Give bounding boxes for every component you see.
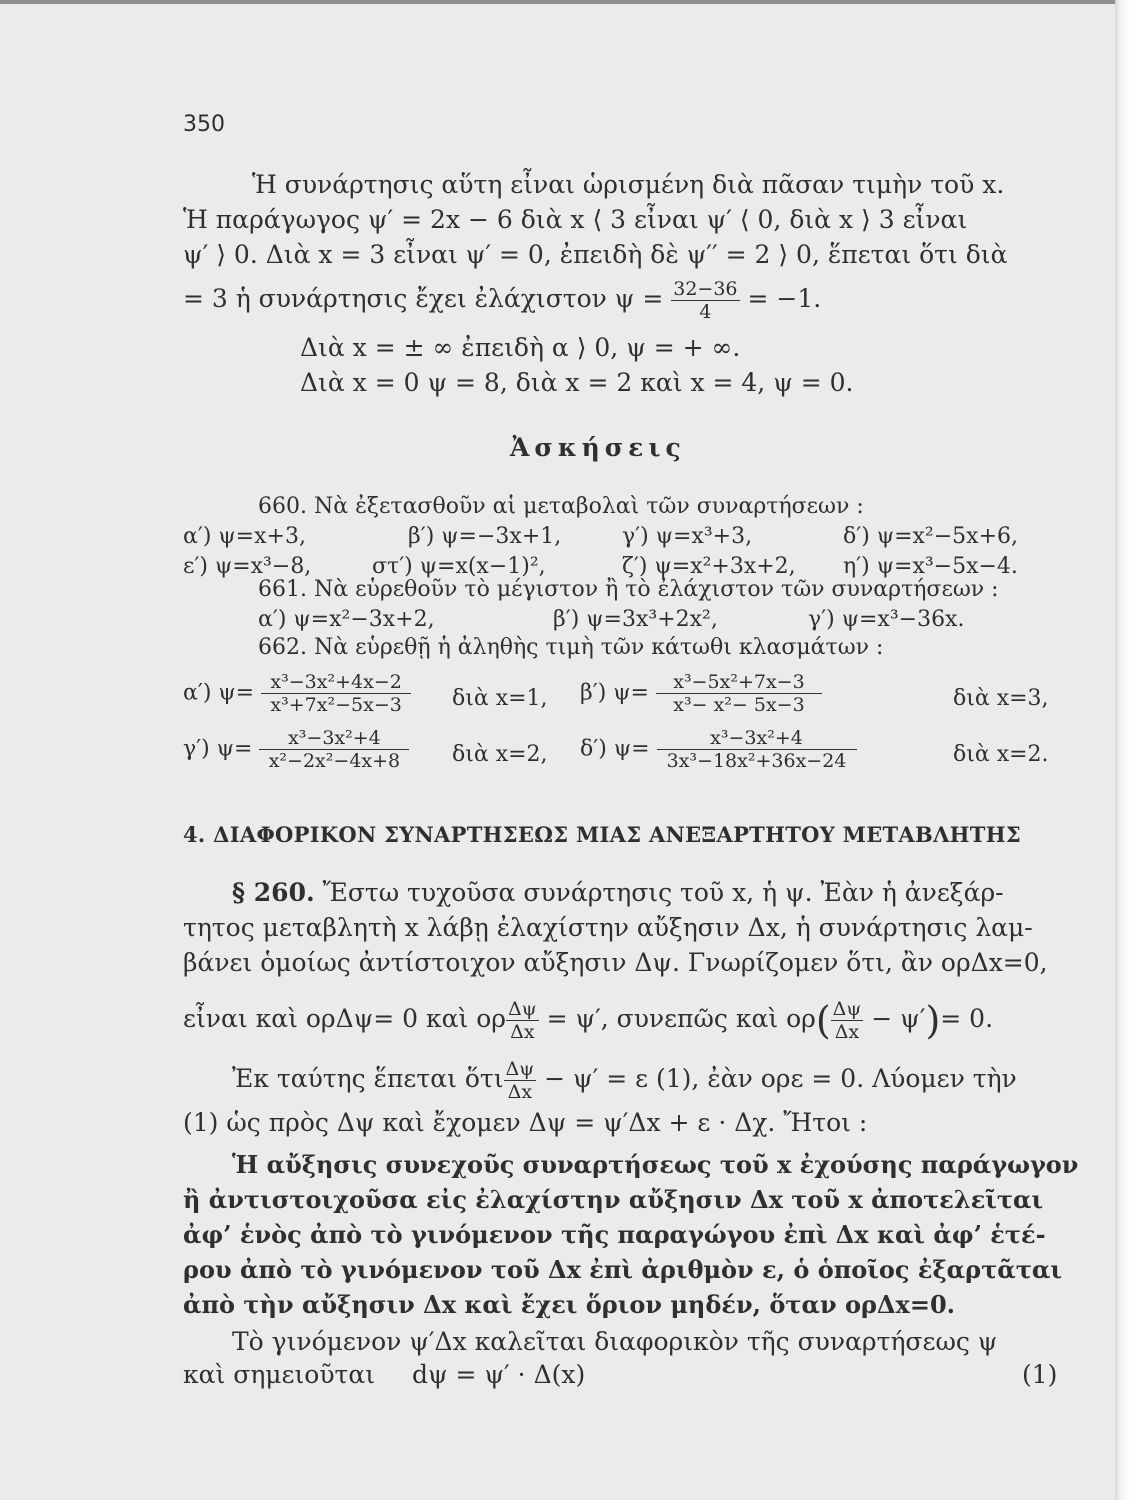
exercise-662-b-den: x³− x²− 5x−3 xyxy=(673,694,805,716)
closing-line-2-text: καὶ σημειοῦται xyxy=(183,1360,376,1389)
intro-line-5: Διὰ x = ± ∞ ἐπειδὴ α ⟩ 0, ψ = + ∞. xyxy=(300,333,741,362)
exercise-662-b-label: β′) ψ= xyxy=(580,680,649,706)
derivative-fraction-2-num: Δψ xyxy=(832,998,862,1020)
exercise-662-b-num: x³−5x²+7x−3 xyxy=(656,671,822,694)
exercise-660-f: στ′) ψ=x(x−1)², xyxy=(372,554,546,579)
derivative-fraction-1-num: Δψ xyxy=(508,998,537,1020)
exercise-662-a-at: διὰ x=1, xyxy=(452,686,548,711)
exercise-662-b-at: διὰ x=3, xyxy=(953,686,1049,711)
paragraph-260-line-3: βάνει ὁμοίως ἀντίστοιχον αὔξησιν Δψ. Γνωρίζομεν ὅτι, ἂν ορΔx=0, xyxy=(183,948,1048,977)
derivative-fraction-2 xyxy=(831,998,864,1043)
paragraph-260-line-4-b: = ψ′, συνεπῶς καὶ ορ xyxy=(546,1004,816,1033)
page-right-edge xyxy=(1115,0,1129,1500)
exercise-662-c-label: γ′) ψ= xyxy=(183,736,253,762)
exercise-660-a: α′) ψ=x+3, xyxy=(183,524,306,549)
exercise-661-b: β′) ψ=3x³+2x², xyxy=(553,607,718,632)
theorem-line-2: ἢ ἀντιστοιχοῦσα εἰς ἐλαχίστην αὔξησιν Δx τοῦ x ἀποτελεῖται xyxy=(183,1185,1044,1214)
exercise-662-a xyxy=(183,671,411,716)
intro-line-4-result: = −1. xyxy=(747,284,822,313)
paragraph-260-line-5 xyxy=(232,1058,1017,1103)
exercise-662-b-fraction xyxy=(656,671,822,716)
exercise-662-d-num: x³−3x²+4 xyxy=(657,727,857,750)
exercise-662-c-at: διὰ x=2, xyxy=(452,742,548,767)
intro-line-2: Ἡ παράγωγος ψ′ = 2x − 6 διὰ x ⟨ 3 εἶναι ψ′ ⟨ 0, διὰ x ⟩ 3 εἶναι xyxy=(183,205,968,234)
paragraph-260-line-2: τητος μεταβλητὴ x λάβῃ ἐλαχίστην αὔξησιν Δx, ἡ συνάρτησις λαμ- xyxy=(183,913,1033,942)
intro-line-3: ψ′ ⟩ 0. Διὰ x = 3 εἶναι ψ′ = 0, ἐπειδὴ δὲ ψ′′ = 2 ⟩ 0, ἕπεται ὅτι διὰ xyxy=(183,240,1008,269)
derivative-fraction-2-den: Δx xyxy=(834,1021,860,1043)
paragraph-260-line-4-a: εἶναι καὶ ορΔψ= 0 καὶ ορ xyxy=(183,1004,506,1033)
derivative-fraction-1 xyxy=(506,998,539,1043)
exercise-660-d: δ′) ψ=x²−5x+6, xyxy=(843,524,1018,549)
left-paren: ( xyxy=(815,998,831,1043)
exercise-662-d-den: 3x³−18x²+36x−24 xyxy=(666,750,847,772)
paragraph-260-line-5-b: − ψ′ = ε (1), ἐὰν ορε = 0. Λύομεν τὴν xyxy=(544,1064,1017,1093)
exercise-662-d-fraction xyxy=(657,727,857,772)
theorem-line-5: ἀπὸ τὴν αὔξησιν Δx καὶ ἔχει ὅριον μηδέν, ὅταν ορΔx=0. xyxy=(183,1290,956,1319)
exercise-661-a: α′) ψ=x²−3x+2, xyxy=(258,607,435,632)
exercise-660-title: 660. Νὰ ἐξετασθοῦν αἱ μεταβολαὶ τῶν συναρτήσεων : xyxy=(258,494,864,519)
exercise-661-c: γ′) ψ=x³−36x. xyxy=(808,607,965,632)
exercise-662-a-num: x³−3x²+4x−2 xyxy=(261,671,411,694)
exercise-662-c-fraction xyxy=(259,727,409,772)
right-paren: ) xyxy=(925,998,941,1043)
exercise-662-d-label: δ′) ψ= xyxy=(580,736,650,762)
theorem-line-1: Ἡ αὔξησις συνεχοῦς συναρτήσεως τοῦ x ἐχούσης παράγωγον xyxy=(232,1150,1079,1179)
equation-tag: (1) xyxy=(1022,1360,1058,1389)
exercise-662-d xyxy=(580,727,857,772)
exercise-660-g: ζ′) ψ=x²+3x+2, xyxy=(622,554,796,579)
exercise-662-d-at: διὰ x=2. xyxy=(953,742,1049,767)
derivative-fraction-3-den: Δx xyxy=(507,1081,533,1103)
theorem-line-4: ρου ἀπὸ τὸ γινόμενον τοῦ Δx ἐπὶ ἀριθμὸν ε, ὁ ὁποῖος ἐξαρτᾶται xyxy=(183,1255,1062,1284)
exercise-660-h: η′) ψ=x³−5x−4. xyxy=(843,554,1018,579)
minimum-fraction xyxy=(671,278,739,323)
exercise-662-c-den: x²−2x²−4x+8 xyxy=(268,750,401,772)
exercise-662-c xyxy=(183,727,409,772)
intro-line-4 xyxy=(183,278,821,323)
exercise-660-b: β′) ψ=−3x+1, xyxy=(408,524,562,549)
paragraph-260-line-5-a: Ἐκ ταύτης ἕπεται ὅτι xyxy=(232,1064,504,1093)
exercises-title: Ἀσκήσεις xyxy=(510,433,686,462)
exercise-662-b xyxy=(580,671,822,716)
intro-line-6: Διὰ x = 0 ψ = 8, διὰ x = 2 καὶ x = 4, ψ = 0. xyxy=(300,368,854,397)
derivative-fraction-3 xyxy=(504,1058,537,1103)
paragraph-260-line-1 xyxy=(232,878,1004,908)
differential-formula: dψ = ψ′ · Δ(x) xyxy=(412,1360,586,1389)
minimum-fraction-den: 4 xyxy=(699,301,712,323)
paragraph-260-line-4-d: = 0. xyxy=(940,1004,994,1033)
section-heading: 4. ΔΙΑΦΟΡΙΚΟΝ ΣΥΝΑΡΤΗΣΕΩΣ ΜΙΑΣ ΑΝΕΞΑΡΤΗΤΟΥ ΜΕΤΑΒΛΗΤΗΣ xyxy=(183,822,1022,847)
exercise-662-c-num: x³−3x²+4 xyxy=(259,727,409,750)
exercise-661-title: 661. Νὰ εὑρεθοῦν τὸ μέγιστον ἢ τὸ ἐλάχιστον τῶν συναρτήσεων : xyxy=(258,577,999,602)
paragraph-sign: § 260. xyxy=(232,878,315,907)
page-number: 350 xyxy=(183,112,225,137)
exercise-662-a-fraction xyxy=(261,671,411,716)
exercise-660-c: γ′) ψ=x³+3, xyxy=(622,524,753,549)
paragraph-260-line-4 xyxy=(183,998,993,1043)
derivative-fraction-1-den: Δx xyxy=(510,1021,535,1043)
paragraph-260-line-4-c: − ψ′ xyxy=(871,1004,926,1033)
minimum-fraction-num: 32−36 xyxy=(673,278,738,300)
theorem-line-3: ἀφ’ ἑνὸς ἀπὸ τὸ γινόμενον τῆς παραγώγου ἐπὶ Δx καὶ ἀφ’ ἑτέ- xyxy=(183,1220,1046,1249)
exercise-662-title: 662. Νὰ εὑρεθῇ ἡ ἀληθὴς τιμὴ τῶν κάτωθι κλασμάτων : xyxy=(258,635,884,660)
intro-line-4-text: = 3 ἡ συνάρτησις ἔχει ἐλάχιστον ψ = xyxy=(183,284,664,313)
derivative-fraction-3-num: Δψ xyxy=(505,1058,535,1080)
top-edge-line xyxy=(0,0,1115,4)
exercise-660-e: ε′) ψ=x³−8, xyxy=(183,554,312,579)
intro-line-1: Ἡ συνάρτησις αὕτη εἶναι ὡρισμένη διὰ πᾶσαν τιμὴν τοῦ x. xyxy=(252,170,1005,199)
paragraph-260-line-6: (1) ὡς πρὸς Δψ καὶ ἔχομεν Δψ = ψ′Δx + ε · Δχ. Ἤτοι : xyxy=(183,1108,868,1137)
paragraph-260-line-1-text: Ἔστω τυχοῦσα συνάρτησις τοῦ x, ἡ ψ. Ἐὰν ἡ ἀνεξάρ- xyxy=(322,878,1004,907)
exercise-662-a-den: x³+7x²−5x−3 xyxy=(270,694,402,716)
exercise-662-a-label: α′) ψ= xyxy=(183,680,255,706)
closing-line-1: Τὸ γινόμενον ψ′Δx καλεῖται διαφορικὸν τῆς συναρτήσεως ψ xyxy=(232,1327,998,1356)
